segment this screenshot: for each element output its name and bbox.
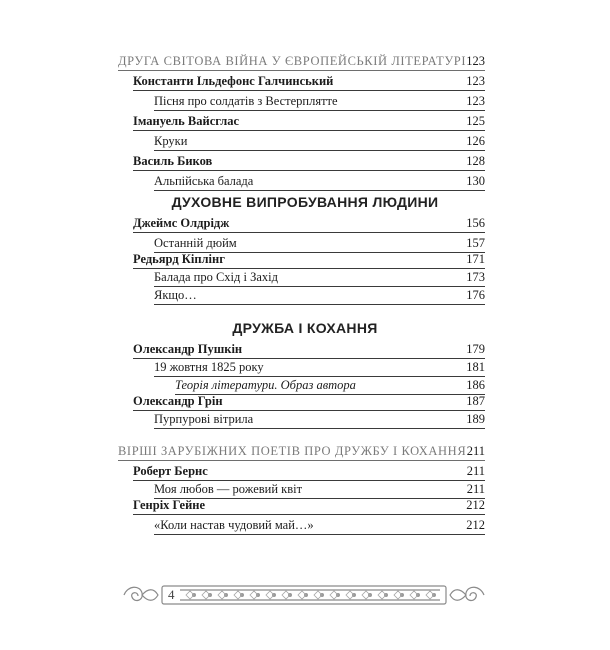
section-title-text: ВІРШІ ЗАРУБІЖНИХ ПОЕТІВ ПРО ДРУЖБУ І КОХАННЯ [118,444,467,458]
page-number: 187 [466,394,485,408]
section-heading: ДРУЖБА І КОХАННЯ [232,320,378,336]
work-title: Альпійська балада [154,174,254,188]
author-name: Константи Ільдефонс Галчинський [133,74,334,88]
footer-ornament [118,580,490,610]
author-name: Олександр Пушкін [133,342,243,356]
leader-rule [154,304,485,305]
page-number-footer: 4 [168,587,175,602]
section-title-ww2[interactable] [0,52,610,74]
leader-rule [133,232,485,233]
section-title-text: ДРУГА СВІТОВА ВІЙНА У ЄВРОПЕЙСЬКІЙ ЛІТЕРАТУРІ [118,54,467,68]
toc-work-entry[interactable] [0,516,610,538]
toc-author-entry[interactable] [0,496,610,518]
toc-work-entry[interactable] [0,132,610,154]
leader-rule [133,130,485,131]
page-number: 123 [466,54,485,68]
work-title: Балада про Схід і Захід [154,270,279,284]
page-number: 212 [466,518,485,532]
leader-rule [118,460,485,461]
toc-work-entry[interactable] [0,410,610,432]
leader-rule [154,428,485,429]
leader-rule [154,150,485,151]
work-title: Останній дюйм [154,236,237,250]
page-number: 189 [466,412,485,426]
page-number: 176 [466,288,485,302]
page-number: 128 [466,154,485,168]
author-name: Редьярд Кіплінг [133,252,225,266]
page-number: 157 [466,236,485,250]
author-name: Генріх Гейне [133,498,206,512]
page-number: 212 [466,498,485,512]
work-title: Теорія літератури. Образ автора [175,378,356,392]
toc-author-entry[interactable] [0,112,610,134]
author-name: Джеймс Олдрідж [133,216,230,230]
leader-rule [133,514,485,515]
leader-rule [154,190,485,191]
page-number: 211 [466,482,485,496]
author-name: Олександр Грін [133,394,223,408]
leader-rule [154,534,485,535]
leader-rule [133,90,485,91]
page-number: 186 [466,378,485,392]
leader-rule [118,70,485,71]
work-title: Якщо… [154,288,197,302]
page-number: 173 [466,270,485,284]
section-title-friendship-poems[interactable] [0,442,610,464]
toc-author-entry[interactable] [0,214,610,236]
toc-work-entry[interactable] [0,92,610,114]
work-title: Моя любов — рожевий квіт [154,482,303,496]
page-number: 126 [466,134,485,148]
page-number: 125 [466,114,485,128]
leader-rule [133,170,485,171]
work-title: «Коли настав чудовий май…» [154,518,314,532]
work-title: Пісня про солдатів з Вестерплятте [154,94,338,108]
page-number: 130 [466,174,485,188]
work-title: Пурпурові вітрила [154,412,254,426]
author-name: Роберт Бернс [133,464,208,478]
page-number: 211 [466,444,485,458]
page-number: 123 [466,74,485,88]
work-title: Круки [154,134,188,148]
author-name: Імануель Вайсглас [133,114,240,128]
toc-work-entry[interactable] [0,286,610,308]
page-number: 211 [466,464,485,478]
section-heading: ДУХОВНЕ ВИПРОБУВАННЯ ЛЮДИНИ [171,194,439,210]
leader-rule [154,110,485,111]
page-number: 179 [466,342,485,356]
page-number: 171 [466,252,485,266]
toc-work-entry[interactable] [0,172,610,194]
work-title: 19 жовтня 1825 року [154,360,264,374]
page-number: 156 [466,216,485,230]
page-number: 123 [466,94,485,108]
page-number: 181 [466,360,485,374]
author-name: Василь Биков [133,154,213,168]
toc-author-entry[interactable] [0,72,610,94]
toc-author-entry[interactable] [0,152,610,174]
